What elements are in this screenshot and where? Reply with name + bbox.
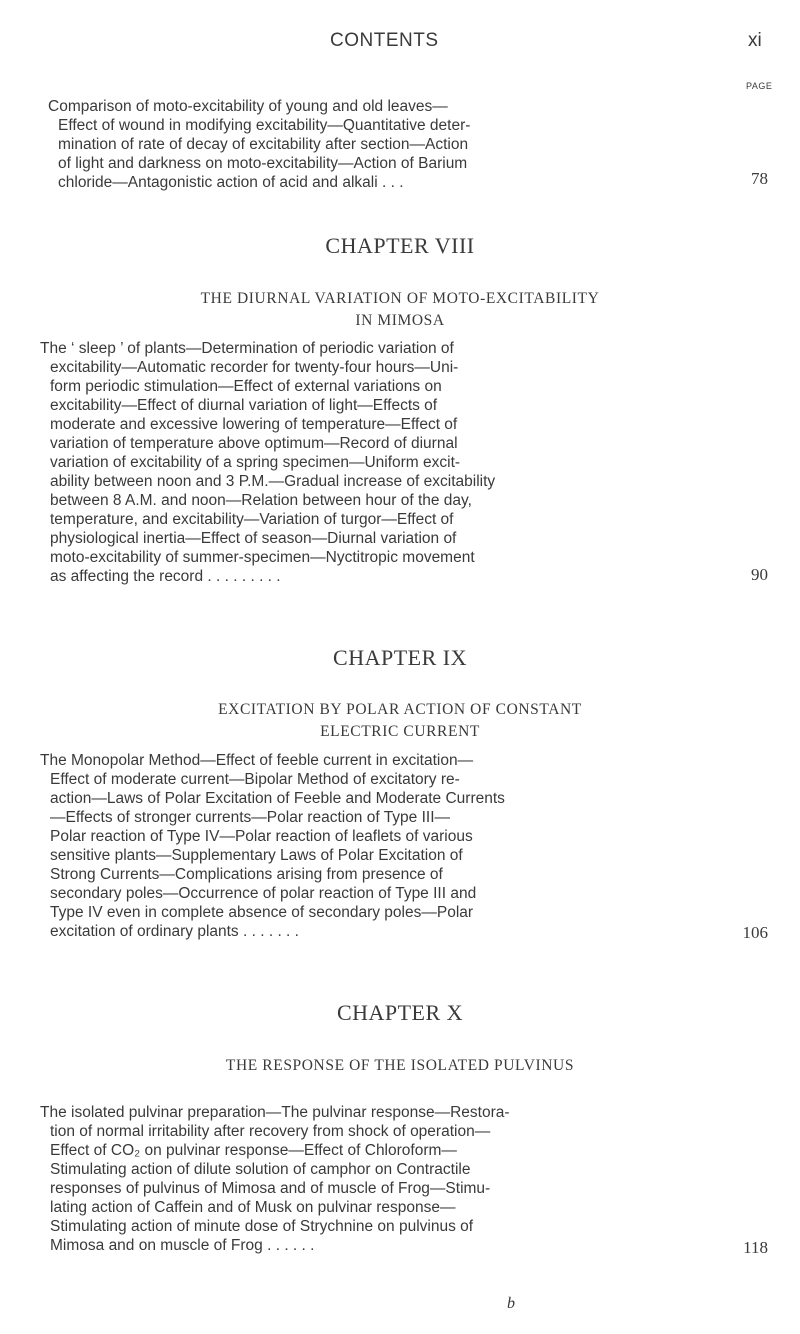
entry-line: Stimulating action of dilute solution of camphor on Contractile xyxy=(50,1161,471,1178)
chapter-heading-viii: CHAPTER VIII xyxy=(325,233,475,258)
entry-line: of light and darkness on moto-excitability—Action of Barium xyxy=(58,155,468,172)
entry-line: form periodic stimulation—Effect of external variations on xyxy=(50,378,442,395)
entry-line: ability between noon and 3 P.M.—Gradual increase of excitability xyxy=(50,473,496,490)
entry-line: moto-excitability of summer-specimen—Nyctitropic movement xyxy=(50,549,475,566)
chapter-title-x xyxy=(0,1055,800,1077)
entry-line: chloride—Antagonistic action of acid and alkali . . . xyxy=(58,174,404,191)
chapter-title-line: THE DIURNAL VARIATION OF MOTO-EXCITABILITY xyxy=(200,290,600,307)
entry-line: The ‘ sleep ’ of plants—Determination of periodic variation of xyxy=(40,340,454,357)
entry-line: Polar reaction of Type IV—Polar reaction of leaflets of various xyxy=(50,828,473,845)
entry-line: mination of rate of decay of excitability after section—Action xyxy=(58,136,469,153)
entry-line: excitability—Effect of diurnal variation of light—Effects of xyxy=(50,397,438,414)
entry-line: Strong Currents—Complications arising from presence of xyxy=(50,866,443,883)
page-column-label: PAGE xyxy=(746,81,773,91)
entry-line: tion of normal irritability after recovery from shock of operation— xyxy=(50,1123,491,1140)
entry-page-number: 78 xyxy=(751,169,768,188)
entry-line: Comparison of moto-excitability of young and old leaves— xyxy=(48,98,448,115)
entry-line: secondary poles—Occurrence of polar reaction of Type III and xyxy=(50,885,477,902)
chapter-title-line: ELECTRIC CURRENT xyxy=(320,723,480,740)
chapter-heading-x: CHAPTER X xyxy=(336,1000,464,1025)
entry-line: Effect of moderate current—Bipolar Method of excitatory re- xyxy=(50,771,460,788)
entry-page-number: 106 xyxy=(742,923,768,942)
entry-page-number: 118 xyxy=(743,1238,768,1257)
contents-entry-chapter-ix xyxy=(40,751,768,942)
entry-line: between 8 A.M. and noon—Relation between hour of the day, xyxy=(50,492,472,509)
entry-line: variation of excitability of a spring specimen—Uniform excit- xyxy=(50,454,461,471)
entry-line: The Monopolar Method—Effect of feeble current in excitation— xyxy=(40,752,474,769)
chapter-title-viii xyxy=(0,288,800,332)
folio-page-number: xi xyxy=(748,30,762,51)
chapter-title-ix xyxy=(0,699,800,743)
entry-line: The isolated pulvinar preparation—The pulvinar response—Restora- xyxy=(40,1104,510,1121)
signature-mark: b xyxy=(507,1295,515,1312)
entry-line: responses of pulvinus of Mimosa and of muscle of Frog—Stimu- xyxy=(50,1180,491,1197)
entry-line: temperature, and excitability—Variation of turgor—Effect of xyxy=(50,511,454,528)
chapter-heading-ix: CHAPTER IX xyxy=(333,645,467,670)
chapter-title-line: THE RESPONSE OF THE ISOLATED PULVINUS xyxy=(225,1057,575,1074)
entry-line: —Effects of stronger currents—Polar reaction of Type III— xyxy=(50,809,451,826)
entry-line: physiological inertia—Effect of season—Diurnal variation of xyxy=(50,530,457,547)
contents-entry-chapter-vii-tail xyxy=(48,97,768,192)
entry-line: Type IV even in complete absence of secondary poles—Polar xyxy=(50,904,474,921)
chapter-title-line: IN MIMOSA xyxy=(355,312,445,329)
entry-line: excitation of ordinary plants . . . . . . . xyxy=(50,923,299,940)
entry-line: Effect of CO₂ on pulvinar response—Effect of Chloroform— xyxy=(50,1142,457,1159)
contents-entry-chapter-x xyxy=(40,1103,768,1257)
entry-line: Stimulating action of minute dose of Strychnine on pulvinus of xyxy=(50,1218,474,1235)
entry-line: as affecting the record . . . . . . . . . xyxy=(50,568,281,585)
entry-line: lating action of Caffein and of Musk on pulvinar response— xyxy=(50,1199,456,1216)
running-title: CONTENTS xyxy=(330,30,439,51)
entry-line: excitability—Automatic recorder for twenty-four hours—Uni- xyxy=(50,359,459,376)
entry-line: moderate and excessive lowering of temperature—Effect of xyxy=(50,416,458,433)
running-head xyxy=(0,30,800,60)
entry-line: variation of temperature above optimum—Record of diurnal xyxy=(50,435,458,452)
entry-line: action—Laws of Polar Excitation of Feeble and Moderate Currents xyxy=(50,790,505,807)
entry-line: Effect of wound in modifying excitability—Quantitative deter- xyxy=(58,117,471,134)
contents-entry-chapter-viii xyxy=(40,339,768,586)
entry-page-number: 90 xyxy=(751,565,768,584)
chapter-title-line: EXCITATION BY POLAR ACTION OF CONSTANT xyxy=(218,701,582,718)
entry-line: sensitive plants—Supplementary Laws of Polar Excitation of xyxy=(50,847,463,864)
entry-line: Mimosa and on muscle of Frog . . . . . . xyxy=(50,1237,315,1254)
